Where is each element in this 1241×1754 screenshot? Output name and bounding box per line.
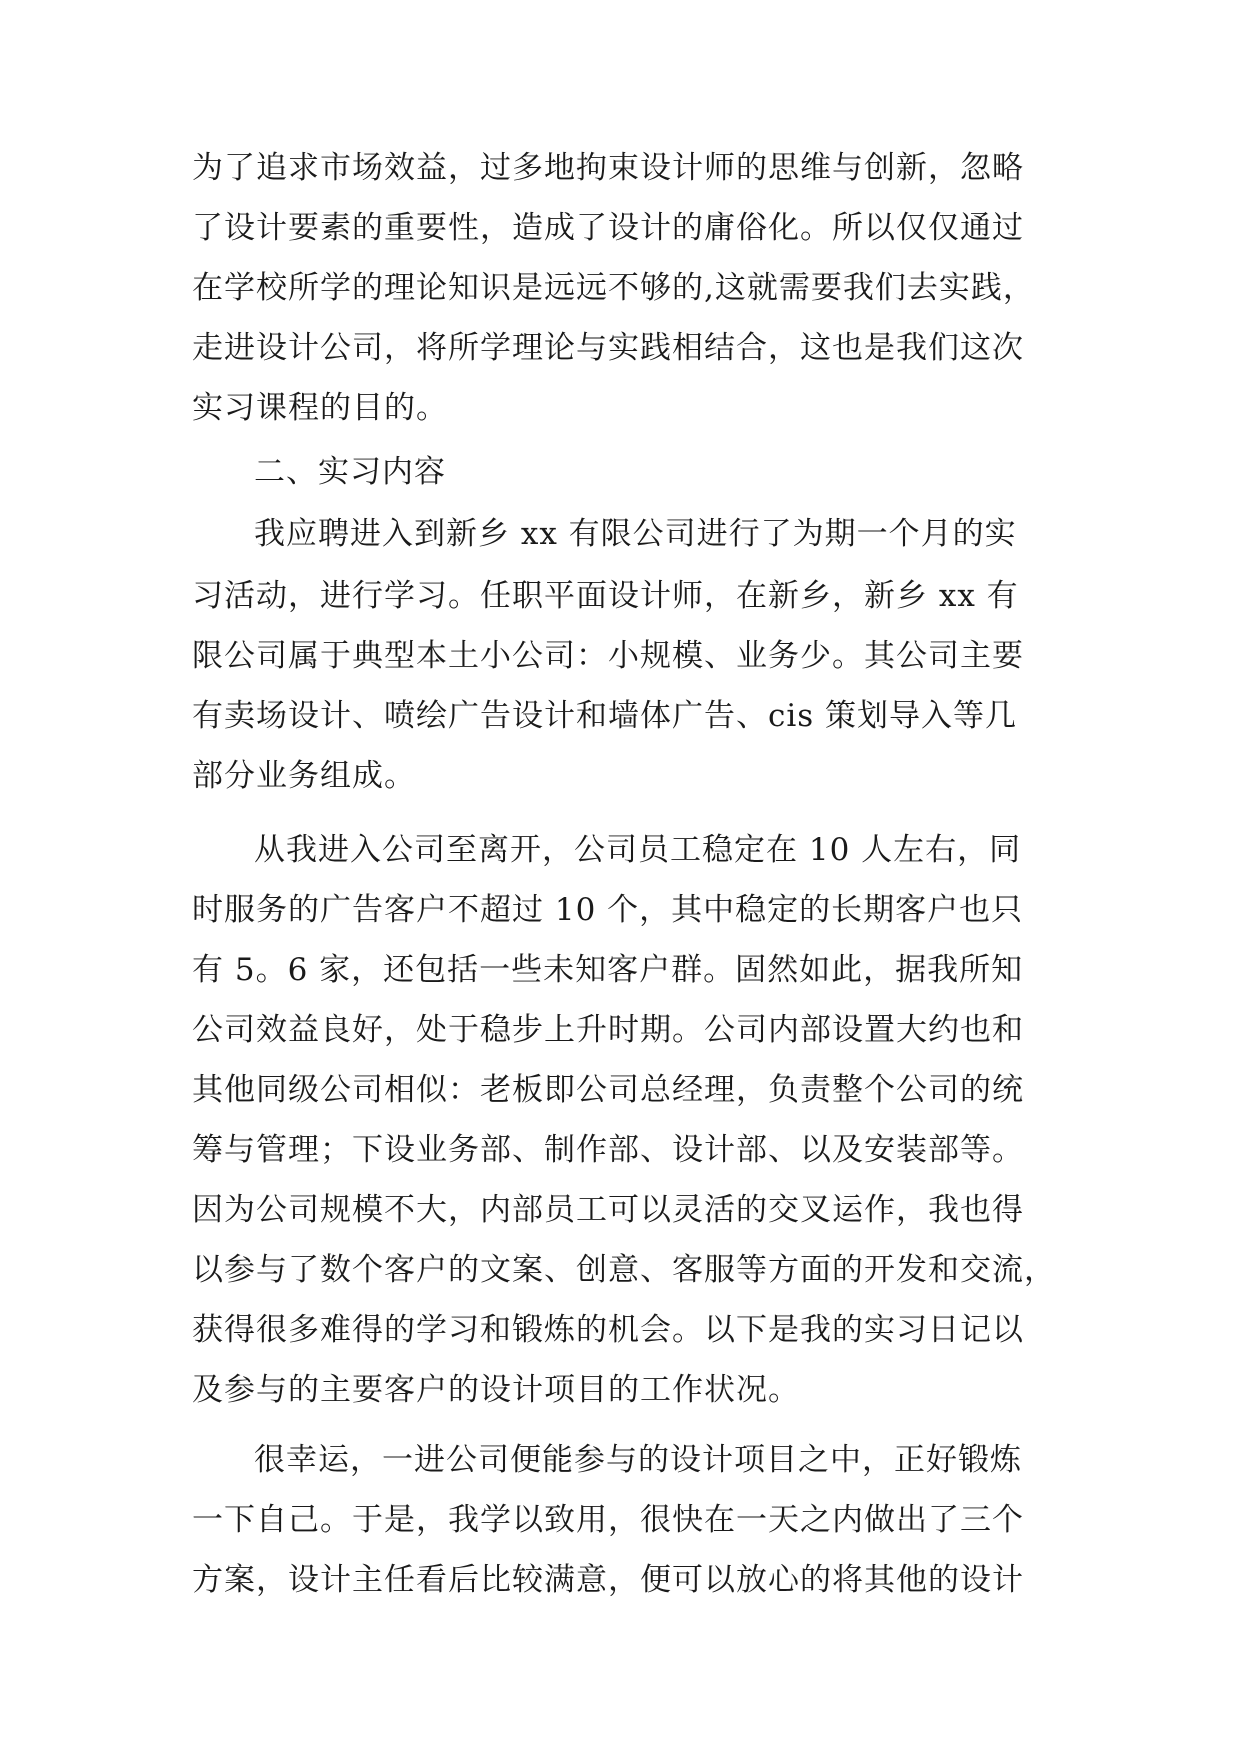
section-heading: 二、实习内容 [254,454,446,490]
text-line: 以参与了数个客户的文案、创意、客服等方面的开发和交流， [192,1252,1056,1288]
text-line: 筹与管理；下设业务部、制作部、设计部、以及安装部等。 [192,1132,1024,1168]
text-line: 在学校所学的理论知识是远远不够的,这就需要我们去实践， [192,270,1035,306]
text-line: 方案，设计主任看后比较满意，便可以放心的将其他的设计 [192,1562,1024,1598]
text-line: 公司效益良好，处于稳步上升时期。公司内部设置大约也和 [192,1012,1024,1048]
text-line: 一下自己。于是，我学以致用，很快在一天之内做出了三个 [192,1502,1024,1538]
text-line: 限公司属于典型本土小公司：小规模、业务少。其公司主要 [192,638,1024,674]
text-line: 了设计要素的重要性，造成了设计的庸俗化。所以仅仅通过 [192,210,1024,246]
text-line: 及参与的主要客户的设计项目的工作状况。 [192,1372,800,1408]
text-line: 从我进入公司至离开，公司员工稳定在 10 人左右，同 [254,832,1022,868]
text-line: 部分业务组成。 [192,758,416,794]
text-line: 为了追求市场效益，过多地拘束设计师的思维与创新，忽略 [192,150,1024,186]
text-line: 其他同级公司相似：老板即公司总经理，负责整个公司的统 [192,1072,1024,1108]
text-line: 走进设计公司，将所学理论与实践相结合，这也是我们这次 [192,330,1024,366]
text-line: 实习课程的目的。 [192,390,448,426]
text-line: 获得很多难得的学习和锻炼的机会。以下是我的实习日记以 [192,1312,1024,1348]
text-line: 有卖场设计、喷绘广告设计和墙体广告、cis 策划导入等几 [192,698,1018,734]
text-line: 很幸运，一进公司便能参与的设计项目之中，正好锻炼 [254,1442,1022,1478]
text-line: 我应聘进入到新乡 xx 有限公司进行了为期一个月的实 [254,516,1017,552]
text-line: 因为公司规模不大，内部员工可以灵活的交叉运作，我也得 [192,1192,1024,1228]
text-line: 时服务的广告客户不超过 10 个，其中稳定的长期客户也只 [192,892,1024,928]
text-line: 有 5。6 家，还包括一些未知客户群。固然如此，据我所知 [192,952,1024,988]
text-line: 习活动，进行学习。任职平面设计师，在新乡，新乡 xx 有 [192,578,1019,614]
